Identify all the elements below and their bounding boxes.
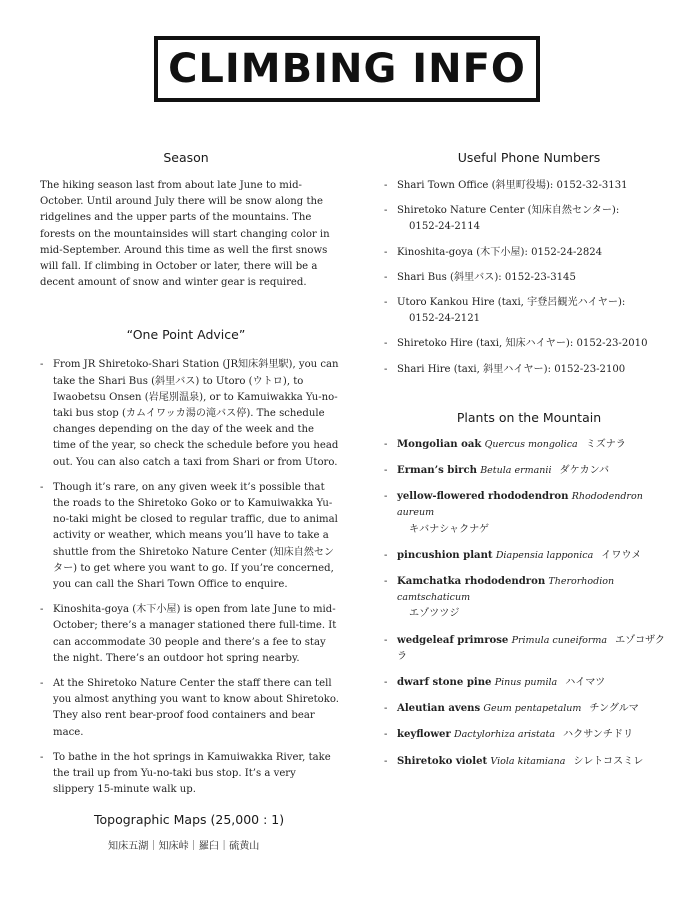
plant-latin-name: Rhododendron aureum xyxy=(397,491,643,519)
plant-item xyxy=(384,633,674,665)
plant-common-name: dwarf stone pine xyxy=(397,677,492,689)
phone-item xyxy=(384,362,674,378)
season-text: The hiking season last from about late June to mid-October. Until around July there will be snow along the ridgelines and the upper parts of the mountains. The forests on the mountainsides will start changing color in mid-September. Around this time as well the first snows will fall. If climbing in October or later, there will be a decent amount of snow and winter gear is required. xyxy=(40,180,330,289)
plant-japanese-name: エゾツツジ xyxy=(409,608,460,620)
bullet-dash: - xyxy=(384,549,388,561)
plant-latin-name: Viola kitamiana xyxy=(490,755,566,767)
phone-name: Shari Hire (taxi, 斜里ハイヤー): 0152-23-2100 xyxy=(397,363,626,375)
plant-latin-name: Betula ermanii xyxy=(480,465,552,477)
plant-item xyxy=(384,754,674,770)
bullet-dash: - xyxy=(384,271,388,283)
plant-list xyxy=(384,437,674,770)
advice-text: From JR Shiretoko-Shari Station (JR知床斜里駅), you can take the Shari Bus (斜里バス) to Utoro (ウトロ), to Iwaobetsu Onsen (岩尾別温泉), or to Kamuiwakka Yu-no-taki bus stop (カムイワッカ湯の滝バス停). The schedule changes depending on the day of the week and the time of the year, so check the schedule before you head out. You can also catch a taxi from Shari or from Utoro. xyxy=(53,359,339,468)
phone-list xyxy=(384,178,674,378)
plant-item xyxy=(384,701,674,717)
bullet-dash: - xyxy=(384,677,388,689)
advice-heading: “One Point Advice” xyxy=(126,327,246,343)
phone-item xyxy=(384,270,674,286)
right-column xyxy=(384,150,674,780)
bullet-dash: - xyxy=(384,703,388,715)
plant-japanese-name: エゾコザクラ xyxy=(397,634,665,662)
plant-common-name: Aleutian avens xyxy=(397,703,481,715)
bullet-dash: - xyxy=(384,246,388,258)
plant-common-name: pincushion plant xyxy=(397,549,493,561)
plant-common-name: Mongolian oak xyxy=(397,438,482,450)
maps-heading: Topographic Maps (25,000 : 1) xyxy=(94,812,285,827)
advice-list xyxy=(40,357,340,798)
plant-item xyxy=(384,463,674,479)
phone-name: Shari Bus (斜里バス): 0152-23-3145 xyxy=(397,271,576,283)
phone-item xyxy=(384,203,674,235)
phone-number: 0152-24-2114 xyxy=(409,221,481,233)
plant-japanese-name: ハクサンチドリ xyxy=(563,729,634,741)
plant-common-name: Kamchatka rhododendron xyxy=(397,576,546,588)
plant-japanese-name: イワウメ xyxy=(601,549,642,561)
phone-name: Shari Town Office (斜里町役場): 0152-32-3131 xyxy=(397,180,628,191)
advice-item xyxy=(40,750,340,799)
bullet-dash: - xyxy=(384,729,388,741)
advice-item xyxy=(40,676,340,741)
advice-item xyxy=(40,602,340,667)
plant-japanese-name: チングルマ xyxy=(589,703,639,715)
plant-latin-name: Therorhodion camtschaticum xyxy=(397,576,615,604)
plant-common-name: Erman’s birch xyxy=(397,465,477,477)
advice-item xyxy=(40,480,340,593)
bullet-dash: - xyxy=(384,180,388,191)
plants-heading: Plants on the Mountain xyxy=(456,409,602,425)
phones-heading: Useful Phone Numbers xyxy=(457,150,601,165)
plant-common-name: wedgeleaf primrose xyxy=(397,634,509,646)
advice-text: Though it’s rare, on any given week it’s possible that the roads to the Shiretoko Goko or to Kamuiwakka Yu-no-taki might be closed to regular traffic, due to animal activity or weather, which means you’ll have to take a shuttle from the Shiretoko Nature Center (知床自然センター) to get where you want to go. If you’re concerned, you can call the Shari Town Office to enquire. xyxy=(53,481,338,591)
bullet-dash: - xyxy=(384,755,388,767)
page-title: CLIMBING INFO xyxy=(168,46,526,92)
plant-latin-name: Dactylorhiza aristata xyxy=(454,729,556,741)
plant-japanese-name: ダケカンバ xyxy=(559,465,610,477)
plant-latin-name: Pinus pumila xyxy=(494,677,558,689)
bullet-dash: - xyxy=(40,481,44,493)
plant-latin-name: Geum pentapetalum xyxy=(483,703,582,715)
bullet-dash: - xyxy=(384,297,388,309)
phone-name: Kinoshita-goya (木下小屋): 0152-24-2824 xyxy=(397,246,603,258)
plant-item xyxy=(384,574,674,623)
plant-japanese-name: ミズナラ xyxy=(585,438,626,450)
plant-item xyxy=(384,727,674,743)
plant-japanese-name: シレトコスミレ xyxy=(573,755,644,767)
bullet-dash: - xyxy=(384,363,388,375)
plant-common-name: Shiretoko violet xyxy=(397,755,488,767)
bullet-dash: - xyxy=(40,359,44,371)
phone-item xyxy=(384,295,674,327)
phone-name: Utoro Kankou Hire (taxi, 宇登呂観光ハイヤー): xyxy=(397,297,626,309)
season-heading: Season xyxy=(163,150,209,165)
plant-item xyxy=(384,548,674,564)
advice-text: To bathe in the hot springs in Kamuiwakka River, take the trail up from Yu-no-taki bus stop. It’s a very slippery 15-minute walk up. xyxy=(53,751,331,796)
plant-item xyxy=(384,675,674,691)
plant-latin-name: Quercus mongolica xyxy=(484,438,578,450)
phone-number: 0152-24-2121 xyxy=(409,313,481,325)
plant-common-name: yellow-flowered rhododendron xyxy=(397,491,569,503)
plant-japanese-name: ハイマツ xyxy=(565,677,606,689)
plant-item xyxy=(384,437,674,453)
advice-item xyxy=(40,357,340,470)
bullet-dash: - xyxy=(40,678,44,690)
phone-item xyxy=(384,178,674,194)
plant-latin-name: Primula cuneiforma xyxy=(511,634,608,646)
bullet-dash: - xyxy=(384,465,388,477)
bullet-dash: - xyxy=(384,338,388,350)
maps-names: 知床五湖｜知床峠｜羅臼｜硫黄山 xyxy=(108,841,260,852)
advice-text: At the Shiretoko Nature Center the staff there can tell you almost anything you want to know about Shiretoko. They also rent bear-proof food containers and bear mace. xyxy=(53,678,339,738)
phone-name: Shiretoko Hire (taxi, 知床ハイヤー): 0152-23-2010 xyxy=(397,338,648,350)
bullet-dash: - xyxy=(384,634,388,646)
advice-text: Kinoshita-goya (木下小屋) is open from late June to mid-October; there’s a manager stationed there full-time. It can accommodate 30 people and there’s a fee to stay the night. There’s an outdoor hot spring nearby. xyxy=(53,604,337,664)
left-column xyxy=(40,150,340,808)
phone-name: Shiretoko Nature Center (知床自然センター): xyxy=(397,205,620,217)
plant-japanese-name: キバナシャクナゲ xyxy=(409,523,489,535)
bullet-dash: - xyxy=(384,205,388,217)
phone-item xyxy=(384,245,674,261)
plant-item xyxy=(384,489,674,538)
bullet-dash: - xyxy=(384,491,388,503)
title-box xyxy=(154,36,540,102)
bullet-dash: - xyxy=(384,576,388,588)
bullet-dash: - xyxy=(384,438,388,450)
phone-item xyxy=(384,336,674,352)
plant-latin-name: Diapensia lapponica xyxy=(495,549,594,561)
bullet-dash: - xyxy=(40,604,44,616)
plant-common-name: keyflower xyxy=(397,729,451,741)
bullet-dash: - xyxy=(40,751,44,763)
